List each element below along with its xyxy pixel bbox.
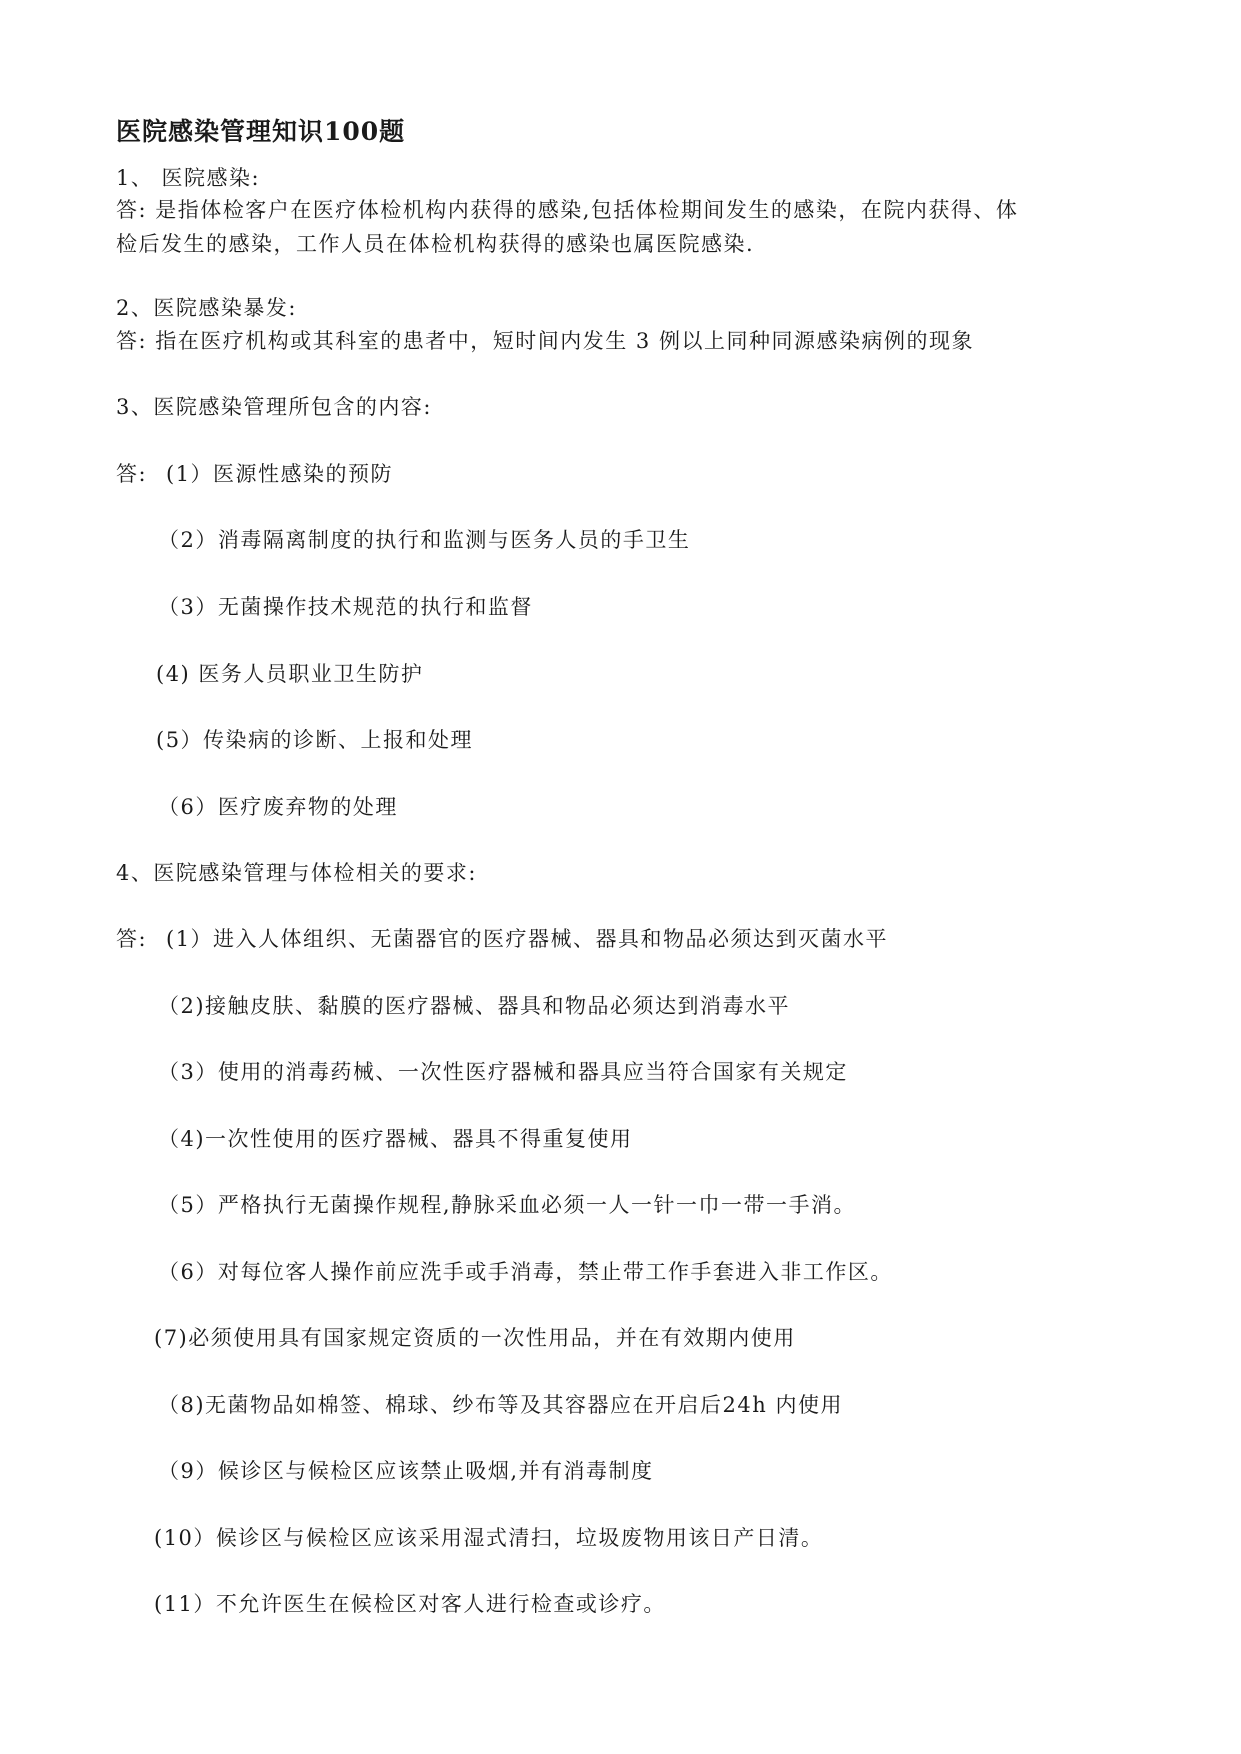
- answer-4-item: (1）进入人体组织、无菌器官的医疗器械、器具和物品必须达到灭菌水平: [166, 927, 889, 951]
- answer-3-item: (4) 医务人员职业卫生防护: [156, 662, 424, 686]
- question-2: 2、医院感染暴发:: [116, 296, 297, 320]
- question-4: 4、医院感染管理与体检相关的要求:: [116, 861, 477, 885]
- question-3: 3、医院感染管理所包含的内容:: [116, 395, 432, 419]
- answer-4-item: (7)必须使用具有国家规定资质的一次性用品，并在有效期内使用: [154, 1326, 796, 1350]
- answer-4-item: (11）不允许医生在候检区对客人进行检查或诊疗。: [154, 1592, 666, 1616]
- answer-3-item: (5）传染病的诊断、上报和处理: [156, 728, 474, 752]
- answer-4-item: （9）候诊区与候检区应该禁止吸烟,并有消毒制度: [158, 1459, 654, 1483]
- answer-4-item: （3）使用的消毒药械、一次性医疗器械和器具应当符合国家有关规定: [158, 1060, 848, 1084]
- answer-3-item: （3）无菌操作技术规范的执行和监督: [158, 595, 533, 619]
- answer-4-item: (10）候诊区与候检区应该采用湿式清扫，垃圾废物用该日产日清。: [154, 1526, 824, 1550]
- answer-4-item: （8)无菌物品如棉签、棉球、纱布等及其容器应在开启后24h 内使用: [158, 1393, 843, 1417]
- answer-3-item: (1）医源性感染的预防: [166, 462, 394, 486]
- answer-2: 答: 指在医疗机构或其科室的患者中，短时间内发生 3 例以上同种同源感染病例的现象: [116, 329, 974, 353]
- answer-4-item: （6）对每位客人操作前应洗手或手消毒，禁止带工作手套进入非工作区。: [158, 1260, 893, 1284]
- answer-4-item: （2)接触皮肤、黏膜的医疗器械、器具和物品必须达到消毒水平: [158, 994, 791, 1018]
- answer-3-prefix: 答:: [116, 462, 148, 486]
- answer-4-prefix: 答:: [116, 927, 148, 951]
- question-1: 1、 医院感染:: [116, 166, 261, 190]
- answer-1-line-2: 检后发生的感染，工作人员在体检机构获得的感染也属医院感染.: [116, 232, 755, 256]
- answer-3-item: （6）医疗废弃物的处理: [158, 795, 398, 819]
- answer-1-line-1: 答: 是指体检客户在医疗体检机构内获得的感染,包括体检期间发生的感染，在院内获得、体: [116, 198, 1019, 222]
- answer-4-item: （4)一次性使用的医疗器械、器具不得重复使用: [158, 1127, 633, 1151]
- answer-3-item: （2）消毒隔离制度的执行和监测与医务人员的手卫生: [158, 528, 691, 552]
- document-title: 医院感染管理知识100题: [116, 117, 406, 146]
- answer-4-item: （5）严格执行无菌操作规程,静脉采血必须一人一针一巾一带一手消。: [158, 1193, 857, 1217]
